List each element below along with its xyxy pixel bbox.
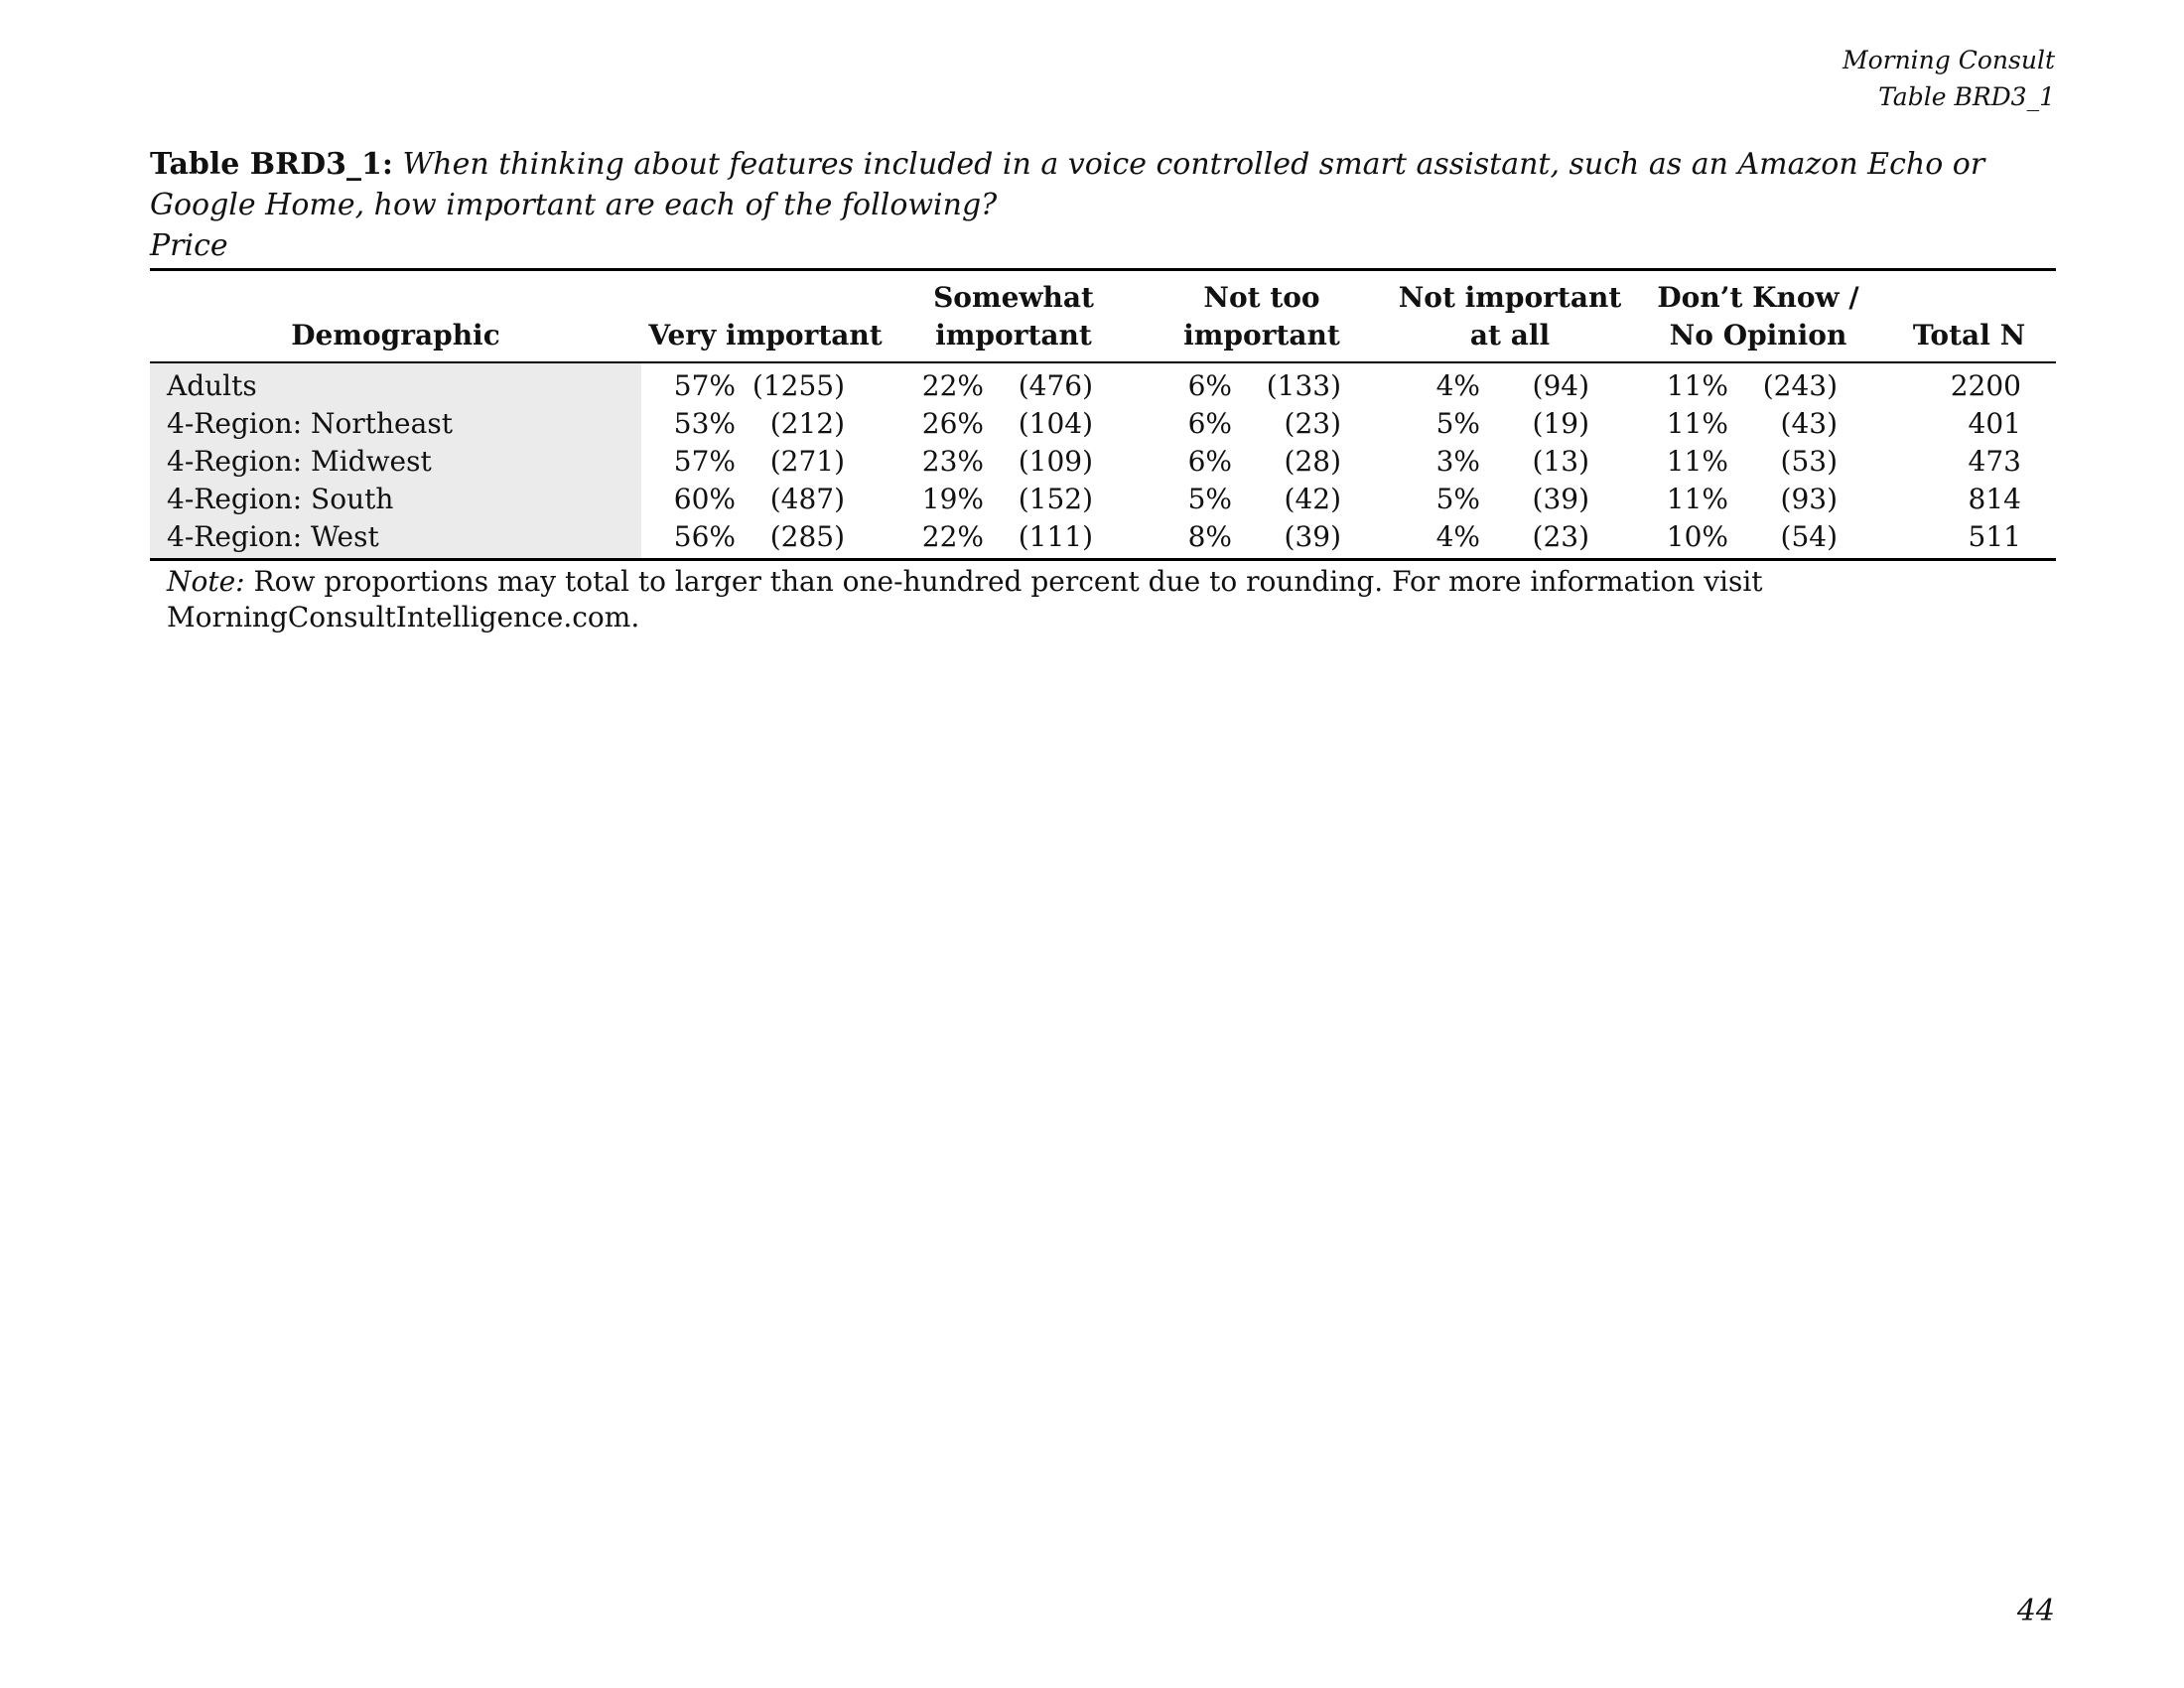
table-header-row (150, 270, 2056, 363)
dont-know-pct: 11% (1666, 407, 1728, 440)
total-n: 401 (1968, 407, 2021, 440)
dont-know-pct: 10% (1634, 518, 1728, 560)
column-header-not-important-at-all: Not important at all (1386, 270, 1634, 363)
somewhat-important-pct: 23% (921, 445, 984, 478)
row-label: 4-Region: West (150, 518, 641, 560)
somewhat-important-n: (111) (984, 518, 1138, 560)
dont-know-pct: 11% (1666, 369, 1728, 402)
page-number: 44 (2016, 1594, 2055, 1628)
not-too-important-pct: 6% (1187, 407, 1232, 440)
somewhat-important-n: (476) (1018, 369, 1093, 402)
total-n: 814 (1968, 483, 2021, 515)
somewhat-important-n: (109) (1018, 445, 1093, 478)
not-important-at-all-pct: 5% (1435, 483, 1480, 515)
very-important-n: (487) (769, 483, 845, 515)
very-important-pct: 53% (673, 407, 736, 440)
column-header-very-important: Very important (641, 270, 889, 363)
not-too-important-n: (42) (1284, 483, 1341, 515)
not-too-important-pct: 8% (1138, 518, 1232, 560)
not-important-at-all-pct: 4% (1386, 518, 1480, 560)
not-too-important-n: (39) (1232, 518, 1386, 560)
somewhat-important-n: (104) (1018, 407, 1093, 440)
dont-know-n: (243) (1762, 369, 1838, 402)
caption-subtitle: Price (150, 228, 228, 263)
dont-know-pct: 11% (1666, 483, 1728, 515)
somewhat-important-pct: 19% (921, 483, 984, 515)
not-important-at-all-n: (13) (1532, 445, 1589, 478)
not-too-important-pct: 6% (1187, 445, 1232, 478)
column-header-demographic: Demographic (150, 270, 641, 363)
very-important-pct: 60% (673, 483, 736, 515)
table-row (150, 518, 2056, 560)
header-table-id: Table BRD3_1 (1878, 82, 2055, 111)
dont-know-n: (54) (1728, 518, 1882, 560)
very-important-n: (212) (769, 407, 845, 440)
not-too-important-n: (133) (1266, 369, 1341, 402)
running-header (1843, 42, 2055, 115)
column-header-dont-know: Don’t Know / No Opinion (1634, 270, 1882, 363)
somewhat-important-pct: 26% (921, 407, 984, 440)
very-important-pct: 57% (673, 369, 736, 402)
row-label: Adults (150, 362, 641, 405)
table-row (150, 443, 2056, 481)
somewhat-important-pct: 22% (921, 369, 984, 402)
very-important-pct: 57% (673, 445, 736, 478)
table-caption (150, 144, 2056, 266)
not-important-at-all-n: (94) (1532, 369, 1589, 402)
caption-question: When thinking about features included in a voice controlled smart assistant, such as an Amazon Echo or Google Home, how important are each of the following? (150, 147, 1985, 222)
somewhat-important-n: (152) (1018, 483, 1093, 515)
not-important-at-all-pct: 5% (1435, 407, 1480, 440)
caption-label: Table BRD3_1: (150, 147, 393, 182)
table-row (150, 362, 2056, 405)
not-important-at-all-n: (23) (1480, 518, 1634, 560)
note-text: Row proportions may total to larger than one-hundred percent due to rounding. For more information visit MorningConsultIntelligence.com. (167, 565, 1763, 633)
not-important-at-all-n: (39) (1532, 483, 1589, 515)
not-too-important-n: (23) (1284, 407, 1341, 440)
not-too-important-n: (28) (1284, 445, 1341, 478)
very-important-n: (285) (736, 518, 889, 560)
row-label: 4-Region: Northeast (150, 405, 641, 443)
note-label: Note: (167, 565, 245, 598)
somewhat-important-pct: 22% (889, 518, 984, 560)
very-important-pct: 56% (641, 518, 736, 560)
row-label: 4-Region: South (150, 481, 641, 518)
row-label: 4-Region: Midwest (150, 443, 641, 481)
total-n: 2200 (1950, 369, 2021, 402)
very-important-n: (1255) (751, 369, 845, 402)
column-header-not-too-important: Not too important (1138, 270, 1386, 363)
not-too-important-pct: 5% (1187, 483, 1232, 515)
very-important-n: (271) (769, 445, 845, 478)
dont-know-pct: 11% (1666, 445, 1728, 478)
header-org: Morning Consult (1842, 46, 2055, 74)
dont-know-n: (53) (1780, 445, 1838, 478)
table-row (150, 405, 2056, 443)
not-important-at-all-pct: 3% (1435, 445, 1480, 478)
crosstab-table (150, 268, 2056, 561)
column-header-somewhat-important: Somewhat important (889, 270, 1138, 363)
dont-know-n: (93) (1780, 483, 1838, 515)
table-row (150, 481, 2056, 518)
not-too-important-pct: 6% (1187, 369, 1232, 402)
table-note (167, 564, 2184, 635)
not-important-at-all-pct: 4% (1435, 369, 1480, 402)
total-n: 511 (1882, 518, 2056, 560)
dont-know-n: (43) (1780, 407, 1838, 440)
column-header-total-n: Total N (1882, 270, 2056, 363)
total-n: 473 (1968, 445, 2021, 478)
not-important-at-all-n: (19) (1532, 407, 1589, 440)
